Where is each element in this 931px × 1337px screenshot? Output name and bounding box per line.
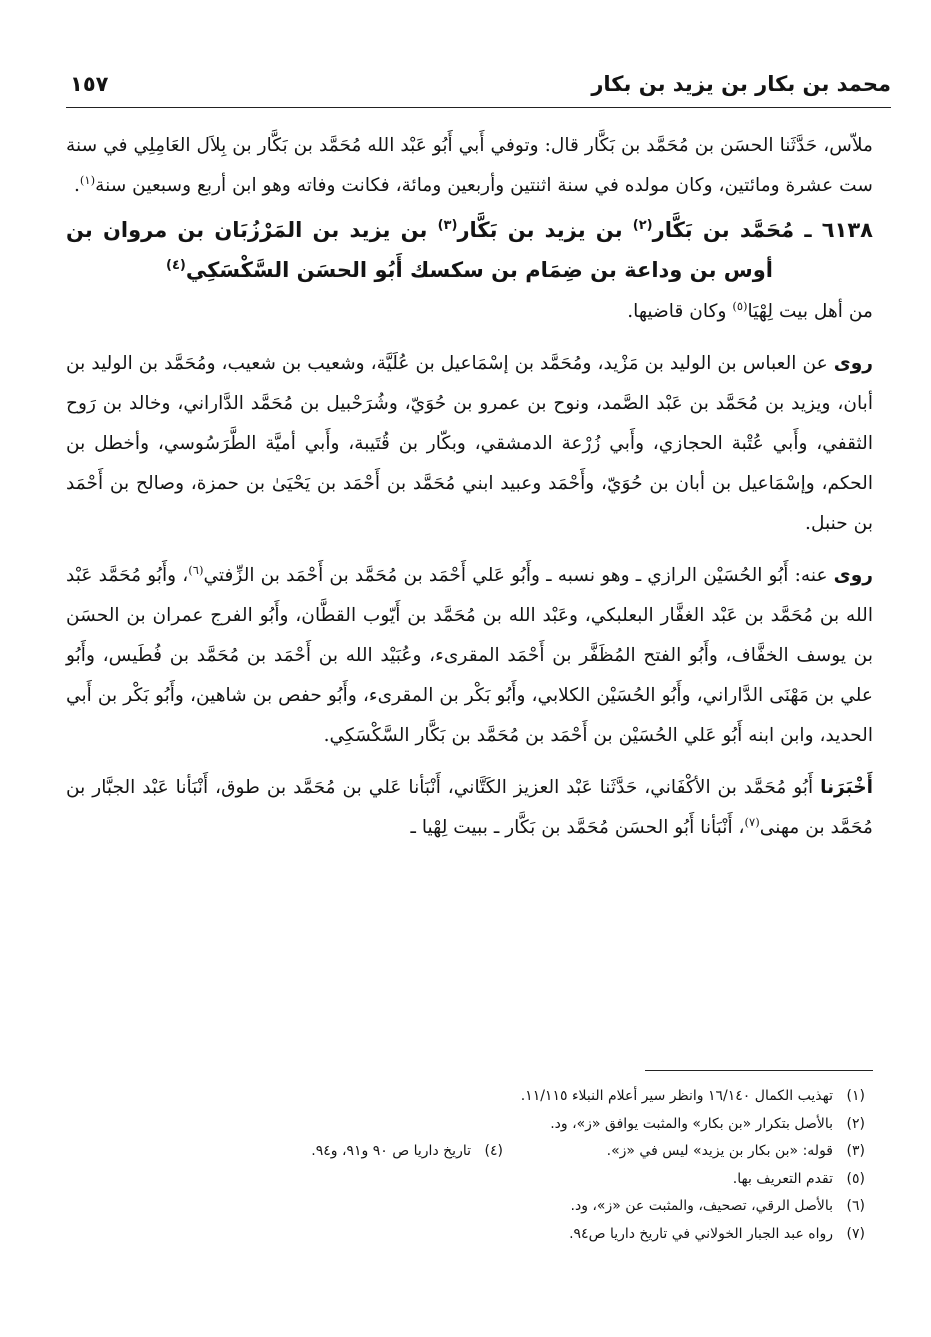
paragraph-text: عن العباس بن الوليد بن مَزْيد، ومُحَمَّد بن إسْمَاعيل بن عُلَيَّة، وشعيب بن شعيب، ومُحَمَّد بن الوليد بن أبان، ويزيد بن مُحَمَّد بن عَبْد الصَّمد، ونوح بن عمرو بن حُوَيّ، وشُرَحْبيل بن مُحَمَّد الدَّاراني، وخالد بن رَوح الثقفي، وأَبي عُتْبة الحجازي، وأَبي زُرْعة الدمشقي، وبكّار بن قُتَيبة، وأَبي أميَّة الطَّرَسُوسي، وأخطل بن الحكم، وإسْمَاعيل بن أبان بن حُوَيّ، وأَحْمَد وعبيد ابني مُحَمَّد بن أَحْمَد بن يَحْيَىٰ بن حمزة، وصالح بن أَحْمَد بن حنبل. (66, 353, 873, 534)
footnote-ref-2: (٢) (632, 218, 653, 233)
keyword-rawa-anhu: روى (833, 565, 873, 586)
footnote-item (66, 1083, 865, 1111)
entry-heading-part: بن يزيد بن المَرْزُبَان بن مروان بن (66, 218, 438, 242)
footnote-ref-1: (١) (79, 172, 96, 187)
running-title: محمد بن بكار بن يزيد بن بكار (591, 72, 891, 96)
footnote-number: (٦) (846, 1198, 865, 1214)
isnad-paragraph (66, 768, 873, 848)
keyword-akhbarana: أَخْبَرَنا (820, 777, 873, 798)
footnote-number: (٢) (846, 1115, 865, 1132)
footnote-rule (645, 1070, 873, 1071)
footnote-number: (٧) (846, 1225, 865, 1242)
footnotes (66, 1083, 865, 1248)
origin-paragraph (66, 292, 873, 332)
footnote-ref-3: (٣) (437, 218, 458, 233)
footnote-number: (١) (846, 1088, 865, 1104)
footnote-ref-7: (٧) (744, 814, 760, 829)
narrated-by-paragraph (66, 556, 873, 756)
paragraph-text: ، وأَبُو مُحَمَّد عَبْد الله بن مُحَمَّد بن عَبْد الغفَّار البعلبكي، وعَبْد الله بن مُحَمَّد بن أَيّوب القطَّان، وأَبُو الفرج عمران بن الحسَن بن يوسف الخفَّاف، وأَبُو الفتح المُظَفَّر بن أَحْمَد المقرىء، وعُبَيْد الله بن أَحْمَد بن مُحَمَّد بن فُطَيس، وأَبُو علي بن مَهْنَى الدَّاراني، وأَبُو الحُسَيْن الكلابي، وأَبُو بَكْر بن المقرىء، وأَبُو حفص بن شاهين، وأَبُو بَكْر بن أَبي الحديد، وابن ابنه أَبُو عَلي الحُسَيْن بن أَحْمَد بن مُحَمَّد بن بَكَّار السَّكْسَكِي. (66, 565, 873, 746)
footnote-ref-5: (٥) (732, 298, 748, 313)
entry-heading-line-2 (66, 250, 873, 290)
paragraph-text: من أهل بيت لِهْيَا (747, 301, 873, 322)
footnote-text: بالأصل بتكرار «بن بكار» والمثبت يوافق «ز»، ود. (550, 1115, 833, 1132)
entry-heading-part: بن يزيد بن بَكَّار (457, 218, 633, 242)
narrated-from-paragraph (66, 344, 873, 544)
footnote-text: رواه عبد الجبار الخولاني في تاريخ داريا ص٩٤. (569, 1225, 833, 1242)
footnote-number: (٤) (484, 1143, 503, 1159)
footnote-text: تقدم التعريف بها. (732, 1170, 833, 1187)
footnote-number: (٥) (846, 1170, 865, 1187)
keyword-rawa: روى (833, 353, 873, 374)
footnote-item (66, 1193, 865, 1221)
footnote-ref-6: (٦) (188, 562, 204, 577)
footnote-item (66, 1221, 865, 1249)
footnote-text: بالأصل الرقي، تصحيف، والمثبت عن «ز»، ود. (570, 1198, 833, 1214)
footnote-text: قوله: «بن بكار بن يزيد» ليس في «ز». (606, 1143, 833, 1159)
paragraph-continuation (66, 126, 873, 206)
page-number: ١٥٧ (70, 72, 109, 96)
entry-heading (66, 210, 873, 290)
footnote-item (66, 1166, 865, 1194)
footnote-number: (٣) (846, 1143, 865, 1159)
footnote-item (66, 1111, 865, 1139)
footnote-text: تهذيب الكمال ١٦/١٤٠ وانظر سير أعلام النبلاء ١١/١١٥. (520, 1088, 833, 1104)
entry-heading-part: أوس بن وداعة بن ضِمَام بن سكسك أَبُو الحسَن السَّكْسَكِي (185, 258, 773, 282)
footnote-ref-4: (٤) (165, 258, 186, 273)
paragraph-text: ، أَنْبَأنا أَبُو الحسَن مُحَمَّد بن بَكَّار ـ ببيت لِهْيا ـ (410, 817, 745, 838)
header-rule (66, 107, 891, 108)
paragraph-end: . (74, 175, 80, 196)
paragraph-text: وكان قاضيها. (627, 301, 733, 322)
footnote-item-pair (66, 1138, 865, 1166)
entry-heading-line-1 (66, 210, 873, 250)
paragraph-text: عنه: أَبُو الحُسَيْن الرازي ـ وهو نسبه ـ وأَبُو عَلي أَحْمَد بن مُحَمَّد بن أَحْمَد بن الزِّفتي (203, 565, 834, 586)
footnote-text: تاريخ داريا ص ٩٠ و٩١، و٩٤. (311, 1143, 471, 1159)
page-header (70, 66, 891, 102)
main-text (66, 126, 873, 848)
paragraph-text: ملاّس، حَدَّثَنا الحسَن بن مُحَمَّد بن بَكَّار قال: وتوفي أَبي أَبُو عَبْد الله مُحَمَّد بن بَكَّار بن بِلاَل العَامِلِي في سنة ست عشرة ومائتين، وكان مولده في سنة اثنتين وأربعين ومائة، فكانت وفاته وهو ابن أربع وسبعين سنة (66, 135, 873, 196)
paragraph-text: أَبُو مُحَمَّد بن الأكْفَاني، حَدَّثَنا عَبْد العزيز الكَتَّاني، أَنْبَأنا عَلي بن مُحَمَّد بن طوق، أَنْبَأنا عَبْد الجبَّار بن مُحَمَّد بن مهنى (66, 777, 873, 838)
entry-heading-part: ٦١٣٨ ـ مُحَمَّد بن بَكَّار (652, 218, 873, 242)
